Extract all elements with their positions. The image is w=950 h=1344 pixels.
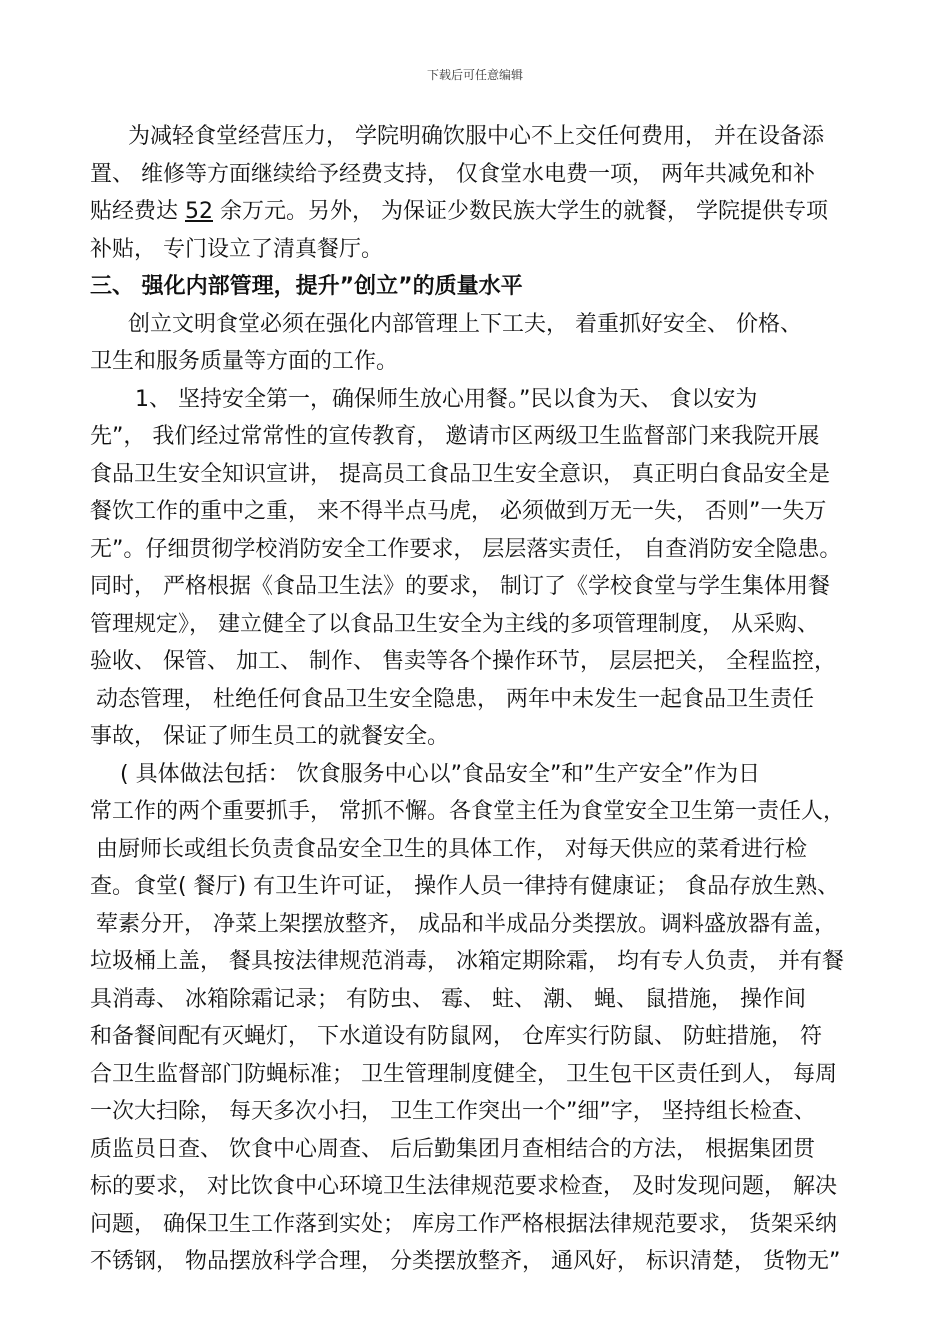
document-body — [90, 118, 870, 1281]
text-line — [90, 756, 870, 794]
text-line — [90, 906, 870, 944]
text-span: 质监员日查、 饮食中心周查、 后后勤集团月查相结合的方法， 根据集团贯 — [90, 1136, 815, 1162]
text-span: 餐饮工作的重中之重， 来不得半点马虎， 必须做到万无一失， 否则”一失万 — [90, 499, 827, 524]
text-span: 为减轻食堂经营压力， 学院明确饮服中心不上交任何费用， 并在设备添 — [128, 124, 824, 149]
text-span: 和备餐间配有灭蝇灯， 下水道设有防鼠网， 仓库实行防鼠、 防蛀措施， 符 — [90, 1024, 822, 1049]
text-span: 具消毒、 冰箱除霜记录； 有防虫、 霉、 蛀、 潮、 蝇、 鼠措施， 操作间 — [90, 986, 806, 1012]
text-line — [90, 306, 870, 344]
text-line — [90, 793, 870, 831]
text-line — [90, 981, 870, 1019]
text-span: ( 具体做法包括： 饮食服务中心以”食品安全”和”生产安全”作为日 — [120, 761, 761, 787]
text-line — [90, 343, 870, 381]
text-span: 创立文明食堂必须在强化内部管理上下工夫， 着重抓好安全、 价格、 — [128, 311, 802, 337]
text-span: 补贴， 专门设立了清真餐厅。 — [90, 236, 383, 262]
text-span: 同时， 严格根据《食品卫生法》的要求， 制订了《学校食堂与学生集体用餐 — [90, 574, 830, 599]
text-span: 荤素分开， 净菜上架摆放整齐， 成品和半成品分类摆放。调料盛放器有盖， — [96, 911, 836, 937]
section-heading — [90, 268, 870, 306]
text-span: 标的要求， 对比饮食中心环境卫生法律规范要求检查， 及时发现问题， 解决 — [90, 1174, 837, 1199]
text-span: 先”， 我们经过常常性的宣传教育， 邀请市区两级卫生监督部门来我院开展 — [90, 424, 820, 449]
text-line — [90, 456, 870, 494]
text-line — [90, 531, 870, 569]
text-span: 查。食堂( 餐厅) 有卫生许可证， 操作人员一律持有健康证； 食品存放生熟、 — [90, 874, 840, 899]
text-line — [90, 1093, 870, 1131]
text-span: 不锈钢， 物品摆放科学合理， 分类摆放整齐， 通风好， 标识清楚， 货物无” — [90, 1249, 841, 1274]
text-span: 验收、 保管、 加工、 制作、 售卖等各个操作环节， 层层把关， 全程监控， — [90, 649, 836, 674]
text-line — [90, 643, 870, 681]
text-line — [90, 606, 870, 644]
text-span: 问题， 确保卫生工作落到实处； 库房工作严格根据法律规范要求， 货架采纳 — [90, 1211, 837, 1237]
text-line — [90, 568, 870, 606]
text-line — [90, 1131, 870, 1169]
text-span: 三、 强化内部管理，提升”创立”的质量水平 — [90, 274, 523, 299]
text-line — [90, 943, 870, 981]
text-span: 由厨师长或组长负责食品安全卫生的具体工作， 对每天供应的菜肴进行检 — [96, 836, 807, 862]
text-span: 余万元。另外， 为保证少数民族大学生的就餐， 学院提供专项 — [213, 199, 828, 224]
text-line — [90, 831, 870, 869]
text-span: 卫生和服务质量等方面的工作。 — [90, 349, 399, 374]
text-line — [90, 1206, 870, 1244]
text-span: 动态管理， 杜绝任何食品卫生安全隐患， 两年中未发生一起食品卫生责任 — [96, 686, 814, 712]
text-line — [90, 231, 870, 269]
text-span: 常工作的两个重要抓手， 常抓不懈。各食堂主任为食堂安全卫生第一责任人， — [90, 799, 845, 824]
text-line — [90, 1056, 870, 1094]
text-span: 垃圾桶上盖， 餐具按法律规范消毒， 冰箱定期除霜， 均有专人负责， 并有餐 — [90, 949, 844, 974]
page-header: 下载后可任意编辑 — [426, 68, 523, 82]
text-span: 置、 维修等方面继续给予经费支持， 仅食堂水电费一项， 两年共减免和补 — [90, 161, 815, 187]
text-span: 合卫生监督部门防蝇标准； 卫生管理制度健全， 卫生包干区责任到人， 每周 — [90, 1061, 837, 1087]
text-line — [90, 681, 870, 719]
text-span: 管理规定》， 建立健全了以食品卫生安全为主线的多项管理制度， 从采购、 — [90, 611, 819, 637]
underlined-number: 52 — [185, 199, 213, 224]
text-line — [90, 718, 870, 756]
text-line — [90, 1243, 870, 1281]
text-span: 贴经费达 — [90, 199, 185, 224]
text-line — [90, 1018, 870, 1056]
text-line — [90, 118, 870, 156]
text-span: 事故， 保证了师生员工的就餐安全。 — [90, 724, 449, 749]
text-span: 无”。仔细贯彻学校消防安全工作要求， 层层落实责任， 自查消防安全隐患。 — [90, 536, 842, 562]
text-span: 食品卫生安全知识宣讲， 提高员工食品卫生安全意识， 真正明白食品安全是 — [90, 461, 830, 487]
text-line — [90, 493, 870, 531]
text-span: 一次大扫除， 每天多次小扫， 卫生工作突出一个”细”字， 坚持组长检查、 — [90, 1099, 816, 1124]
text-line — [90, 868, 870, 906]
text-line — [90, 381, 870, 419]
text-line — [90, 193, 870, 231]
text-span: 1、 坚持安全第一，确保师生放心用餐。”民以食为天、 食以安为 — [135, 386, 758, 412]
text-line — [90, 418, 870, 456]
text-line — [90, 1168, 870, 1206]
text-line — [90, 156, 870, 194]
